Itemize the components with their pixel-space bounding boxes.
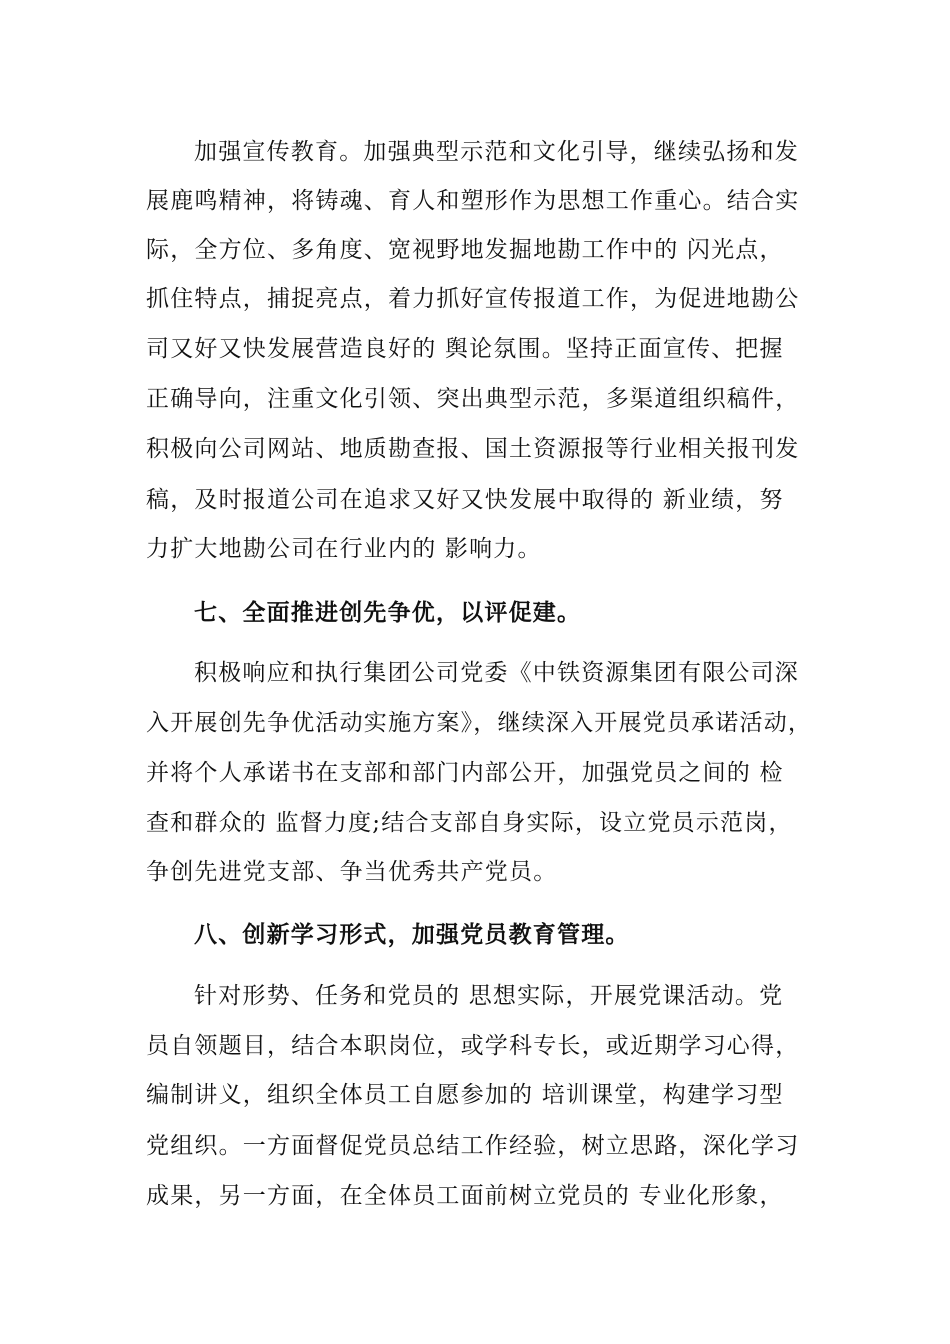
paragraph-line: 并将个人承诺书在支部和部门内部公开，加强党员之间的 检: [146, 760, 784, 786]
paragraph-line: 力扩大地勘公司在行业内的 影响力。: [146, 536, 542, 562]
paragraph-line: 积极响应和执行集团公司党委《中铁资源集团有限公司深: [194, 660, 799, 686]
paragraph-line: 抓住特点，捕捉亮点，着力抓好宣传报道工作，为促进地勘公: [146, 286, 800, 312]
paragraph-line: 查和群众的 监督力度;结合支部自身实际，设立党员示范岗，: [146, 810, 793, 836]
section-heading-8: 八、创新学习形式，加强党员教育管理。: [194, 922, 630, 948]
section-heading-7: 七、全面推进创先争优，以评促建。: [194, 600, 582, 626]
paragraph-line: 成果，另一方面，在全体员工面前树立党员的 专业化形象，: [146, 1183, 784, 1209]
paragraph-line: 司又好又快发展营造良好的 舆论氛围。坚持正面宣传、把握: [146, 336, 784, 362]
paragraph-line: 入开展创先争优活动实施方案》，继续深入开展党员承诺活动，: [146, 710, 813, 736]
paragraph-line: 编制讲义，组织全体员工自愿参加的 培训课堂，构建学习型: [146, 1082, 784, 1108]
paragraph-line: 积极向公司网站、地质勘查报、国土资源报等行业相关报刊发: [146, 436, 800, 462]
paragraph-line: 员自领题目，结合本职岗位，或学科专长，或近期学习心得，: [146, 1033, 800, 1059]
paragraph-line: 稿，及时报道公司在追求又好又快发展中取得的 新业绩，努: [146, 487, 784, 513]
paragraph-line: 针对形势、任务和党员的 思想实际，开展党课活动。党: [194, 983, 784, 1009]
paragraph-line: 正确导向，注重文化引领、突出典型示范，多渠道组织稿件，: [146, 386, 800, 412]
paragraph-line: 展鹿鸣精神，将铸魂、育人和塑形作为思想工作重心。结合实: [146, 188, 800, 214]
paragraph-line: 党组织。一方面督促党员总结工作经验，树立思路，深化学习: [146, 1133, 800, 1159]
paragraph-line: 加强宣传教育。加强典型示范和文化引导，继续弘扬和发: [194, 139, 799, 165]
paragraph-line: 争创先进党支部、争当优秀共产党员。: [146, 859, 558, 885]
paragraph-line: 际，全方位、多角度、宽视野地发掘地勘工作中的 闪光点，: [146, 237, 784, 263]
